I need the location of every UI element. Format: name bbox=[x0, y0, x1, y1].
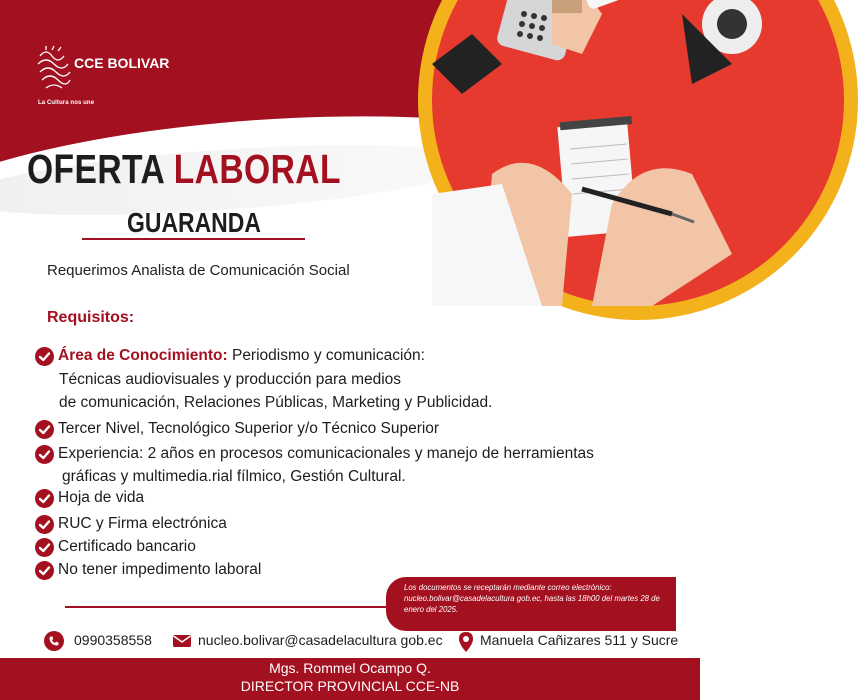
cce-bolivar-logo bbox=[36, 46, 170, 106]
check-circle-icon bbox=[35, 515, 54, 534]
check-circle-icon bbox=[35, 538, 54, 557]
requirement-continuation: Técnicas audiovisuales y producción para medios bbox=[59, 371, 402, 388]
note-divider bbox=[65, 606, 395, 608]
requirement-text: Hoja de vida bbox=[58, 489, 145, 506]
title-word-laboral: LABORAL bbox=[173, 146, 341, 192]
logo-text: CCE BOLIVAR bbox=[74, 55, 170, 71]
location-title: GUARANDA bbox=[127, 207, 261, 238]
address-text: Manuela Cañizares 511 y Sucre bbox=[480, 632, 679, 648]
requirement-continuation: gráficas y multimedia.rial fílmico, Gestión Cultural. bbox=[62, 468, 406, 485]
offer-title bbox=[27, 146, 341, 193]
requirement-text: No tener impedimento laboral bbox=[58, 561, 262, 578]
phone-number: 0990358558 bbox=[74, 632, 152, 648]
requirement-text: Certificado bancario bbox=[58, 538, 196, 555]
email-address: nucleo.bolivar@casadelacultura gob.ec bbox=[198, 632, 443, 648]
requirement-text: RUC y Firma electrónica bbox=[58, 515, 227, 532]
phone-icon bbox=[44, 631, 64, 654]
logo-tagline: La Cultura nos une bbox=[38, 100, 95, 106]
submission-note-text: Los documentos se receptarán mediante correo electrónico: nucleo.bolivar@casadelacultura gob.ec, hasta las 18h00 del martes 28 de enero del 2025. bbox=[404, 583, 660, 614]
requirements-heading: Requisitos: bbox=[47, 309, 135, 326]
requirement-bold-label: Área de Conocimiento: bbox=[58, 347, 228, 364]
title-underline bbox=[82, 238, 305, 240]
check-circle-icon bbox=[35, 445, 54, 464]
location-pin-icon bbox=[456, 631, 476, 656]
requirement-text: Periodismo y comunicación: bbox=[227, 347, 425, 364]
mail-icon bbox=[172, 631, 192, 654]
title-word-oferta: OFERTA bbox=[27, 146, 164, 192]
signatory-name: Mgs. Rommel Ocampo Q. bbox=[269, 660, 431, 676]
requirement-text: Experiencia: 2 años en procesos comunicacionales y manejo de herramientas bbox=[58, 445, 594, 462]
requirement-text: Tercer Nivel, Tecnológico Superior y/o Técnico Superior bbox=[58, 420, 440, 437]
signatory-position: DIRECTOR PROVINCIAL CCE-NB bbox=[240, 678, 460, 694]
check-circle-icon bbox=[35, 489, 54, 508]
requirement-continuation: de comunicación, Relaciones Públicas, Marketing y Publicidad. bbox=[59, 394, 493, 411]
check-circle-icon bbox=[35, 347, 54, 366]
position-subtitle: Requerimos Analista de Comunicación Social bbox=[47, 262, 350, 279]
check-circle-icon bbox=[35, 420, 54, 439]
check-circle-icon bbox=[35, 561, 54, 580]
photo-illustration bbox=[432, 0, 844, 306]
